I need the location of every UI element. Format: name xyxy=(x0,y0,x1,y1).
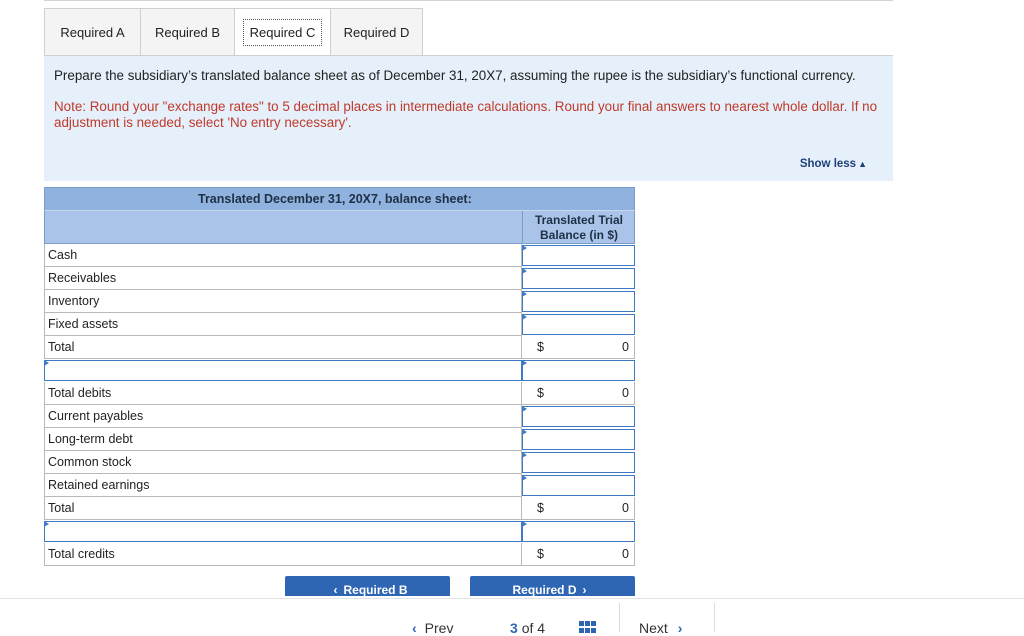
total-liabilities-value xyxy=(522,497,635,520)
instructions-text: Prepare the subsidiary’s translated balance sheet as of December 31, 20X7, assuming the rupee is the subsidiary’s functional currency. xyxy=(54,68,856,83)
tab-label: Required C xyxy=(249,24,316,40)
chevron-left-icon: ‹ xyxy=(412,620,417,636)
currency-symbol: $ xyxy=(537,501,544,515)
total-credits-value xyxy=(522,543,635,566)
row-label: Fixed assets xyxy=(44,313,522,336)
table-row-common-stock xyxy=(44,451,635,474)
total-value: 0 xyxy=(622,386,629,400)
tab-required-b[interactable] xyxy=(140,8,234,56)
total-debits-value xyxy=(522,382,635,405)
tab-required-c[interactable] xyxy=(234,8,330,56)
total-value: 0 xyxy=(622,547,629,561)
tab-label: Required B xyxy=(154,24,221,40)
account-select-2[interactable] xyxy=(44,521,522,542)
table-header xyxy=(44,210,635,244)
page-of: of xyxy=(521,620,534,636)
next-required-button[interactable] xyxy=(470,576,635,596)
current-payables-input[interactable] xyxy=(522,406,635,427)
row-label: Total credits xyxy=(44,543,522,566)
row-label: Inventory xyxy=(44,290,522,313)
column-header-line2: Balance (in $) xyxy=(539,228,619,242)
total-value: 0 xyxy=(622,501,629,515)
currency-symbol: $ xyxy=(537,340,544,354)
prev-question-button[interactable] xyxy=(412,620,453,636)
instructions-note: Note: Round your "exchange rates" to 5 decimal places in intermediate calculations. Round your final answers to nearest whole dollar. If no adjustment is needed, select 'No entry necessary'. xyxy=(54,99,878,130)
chevron-right-icon: › xyxy=(677,620,683,636)
table-row-total-liabilities xyxy=(44,497,635,520)
table-title: Translated December 31, 20X7, balance sheet: xyxy=(44,187,635,210)
balance-sheet-table xyxy=(44,187,635,566)
prev-required-label: Required B xyxy=(343,583,408,596)
page-total: 4 xyxy=(537,620,546,636)
total-value: 0 xyxy=(622,340,629,354)
table-row-total-debits xyxy=(44,382,635,405)
prev-required-button[interactable] xyxy=(285,576,450,596)
next-question-button[interactable] xyxy=(639,620,682,636)
page-indicator xyxy=(510,620,545,636)
common-stock-input[interactable] xyxy=(522,452,635,473)
table-row-receivables xyxy=(44,267,635,290)
row-label: Common stock xyxy=(44,451,522,474)
table-row-total-credits xyxy=(44,543,635,566)
cash-input[interactable] xyxy=(522,245,635,266)
currency-symbol: $ xyxy=(537,386,544,400)
table-row-inventory xyxy=(44,290,635,313)
requirement-tabs xyxy=(44,8,423,56)
row-label: Total xyxy=(44,497,522,520)
table-row-blank-1 xyxy=(44,359,635,382)
table-row-long-term-debt xyxy=(44,428,635,451)
top-divider xyxy=(44,0,893,1)
question-navigation xyxy=(0,599,1024,636)
row-label: Total debits xyxy=(44,382,522,405)
row-label: Long-term debt xyxy=(44,428,522,451)
long-term-debt-input[interactable] xyxy=(522,429,635,450)
fixed-assets-input[interactable] xyxy=(522,314,635,335)
footer-separator xyxy=(619,603,620,632)
row-label: Current payables xyxy=(44,405,522,428)
row-label: Retained earnings xyxy=(44,474,522,497)
tab-label: Required D xyxy=(343,24,410,40)
table-row-cash xyxy=(44,244,635,267)
next-required-label: Required D xyxy=(512,583,577,596)
footer-separator xyxy=(714,603,715,632)
column-header-line1: Translated Trial xyxy=(534,213,624,227)
inventory-input[interactable] xyxy=(522,291,635,312)
table-row-blank-2 xyxy=(44,520,635,543)
tab-label: Required A xyxy=(60,24,125,40)
currency-symbol: $ xyxy=(537,547,544,561)
retained-earnings-input[interactable] xyxy=(522,475,635,496)
row-label: Total xyxy=(44,336,522,359)
instructions-panel xyxy=(44,55,893,181)
grid-icon[interactable] xyxy=(579,621,597,633)
row-label: Receivables xyxy=(44,267,522,290)
table-row-fixed-assets xyxy=(44,313,635,336)
table-row-total-assets xyxy=(44,336,635,359)
tab-required-a[interactable] xyxy=(44,8,140,56)
table-row-retained-earnings xyxy=(44,474,635,497)
column-header xyxy=(522,211,635,244)
chevron-right-icon: › xyxy=(582,583,587,596)
table-row-current-payables xyxy=(44,405,635,428)
prev-label: Prev xyxy=(424,620,454,636)
tab-required-d[interactable] xyxy=(330,8,423,56)
next-label: Next xyxy=(639,620,668,636)
account-select-1[interactable] xyxy=(44,360,522,381)
triangle-up-icon: ▲ xyxy=(858,159,867,169)
show-less-link[interactable] xyxy=(800,158,867,170)
receivables-input[interactable] xyxy=(522,268,635,289)
row-label: Cash xyxy=(44,244,522,267)
show-less-label: Show less xyxy=(799,158,857,170)
blank-amount-input-2[interactable] xyxy=(522,521,635,542)
page-current: 3 xyxy=(510,620,518,636)
chevron-left-icon: ‹ xyxy=(333,583,338,596)
total-assets-value xyxy=(522,336,635,359)
blank-amount-input-1[interactable] xyxy=(522,360,635,381)
